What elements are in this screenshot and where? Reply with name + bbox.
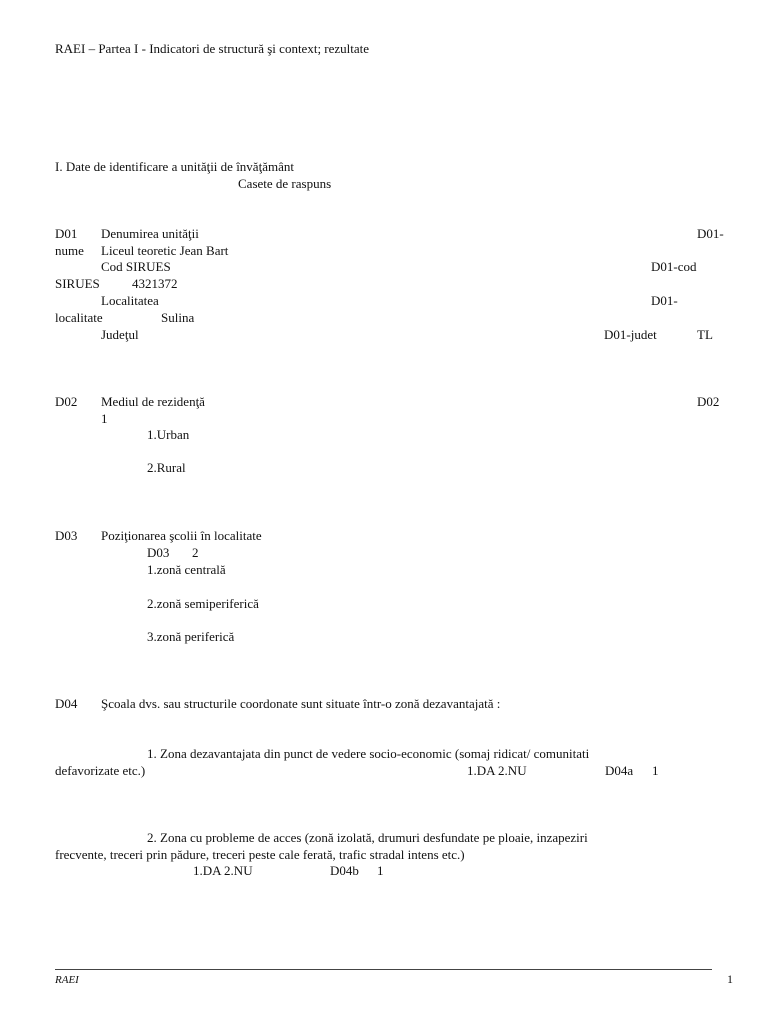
d04-label: Şcoala dvs. sau structurile coordonate sunt situate într-o zonă dezavantajată : <box>101 696 501 711</box>
d01-judet-box-label: D01-judet <box>604 327 657 342</box>
d04a-value[interactable]: 1 <box>652 763 659 778</box>
d04-code: D04 <box>55 696 78 711</box>
d02-option-rural: 2.Rural <box>147 460 186 475</box>
d01-localitate-box-label-cont: localitate <box>55 310 103 325</box>
d01-name-box-label: D01- <box>697 226 724 241</box>
d04-q1-text: 1. Zona dezavantajata din punct de vedere socio-economic (somaj ridicat/ comunitati <box>147 746 590 761</box>
d03-code: D03 <box>55 528 78 543</box>
d04-q2-text: 2. Zona cu probleme de acces (zonă izolată, drumuri desfundate pe ploaie, inzapeziri <box>147 830 588 845</box>
d02-box-label: D02 <box>697 394 720 409</box>
d02-code: D02 <box>55 394 78 409</box>
d01-localitate-label: Localitatea <box>101 293 159 308</box>
d04a-box-label: D04a <box>605 763 634 778</box>
footer-divider <box>55 969 712 970</box>
d04-q2-text-cont: frecvente, treceri prin pădure, treceri peste cale ferată, trafic stradal intens etc.) <box>55 847 465 862</box>
section-title: I. Date de identificare a unităţii de învăţământ <box>55 159 294 174</box>
d03-option-central: 1.zonă centrală <box>147 562 226 577</box>
d03-label: Poziţionarea şcolii în localitate <box>101 528 262 543</box>
d03-option-semiperiferic: 2.zonă semiperiferică <box>147 596 259 611</box>
d04b-box-label: D04b <box>330 863 359 878</box>
d01-sirues-box-label: D01-cod <box>651 259 697 274</box>
d02-label: Mediul de rezidenţă <box>101 394 205 409</box>
d04-q1-text-cont: defavorizate etc.) <box>55 763 146 778</box>
d04-q2-choices: 1.DA 2.NU <box>193 863 253 878</box>
d02-value[interactable]: 1 <box>101 411 108 426</box>
section-subtitle: Casete de raspuns <box>238 176 332 191</box>
d01-sirues-label: Cod SIRUES <box>101 259 171 274</box>
d01-name-box-label-cont: nume <box>55 243 84 258</box>
d01-localitate-value[interactable]: Sulina <box>161 310 195 325</box>
d01-judet-label: Judeţul <box>101 327 139 342</box>
d03-value[interactable]: 2 <box>192 545 199 560</box>
d01-localitate-box-label: D01- <box>651 293 678 308</box>
d01-judet-value[interactable]: TL <box>697 327 713 342</box>
d01-sirues-box-label-cont: SIRUES <box>55 276 100 291</box>
d01-code: D01 <box>55 226 78 241</box>
d01-name-label: Denumirea unităţii <box>101 226 199 241</box>
d04b-value[interactable]: 1 <box>377 863 384 878</box>
d03-option-periferic: 3.zonă periferică <box>147 629 235 644</box>
d03-box-label: D03 <box>147 545 170 560</box>
page-header: RAEI – Partea I - Indicatori de structură şi context; rezultate <box>55 41 370 56</box>
d01-name-value[interactable]: Liceul teoretic Jean Bart <box>101 243 229 258</box>
d02-option-urban: 1.Urban <box>147 427 190 442</box>
page-number: 1 <box>727 972 733 986</box>
footer-label: RAEI <box>55 974 79 986</box>
d04-q1-choices: 1.DA 2.NU <box>467 763 527 778</box>
d01-sirues-value[interactable]: 4321372 <box>132 276 178 291</box>
